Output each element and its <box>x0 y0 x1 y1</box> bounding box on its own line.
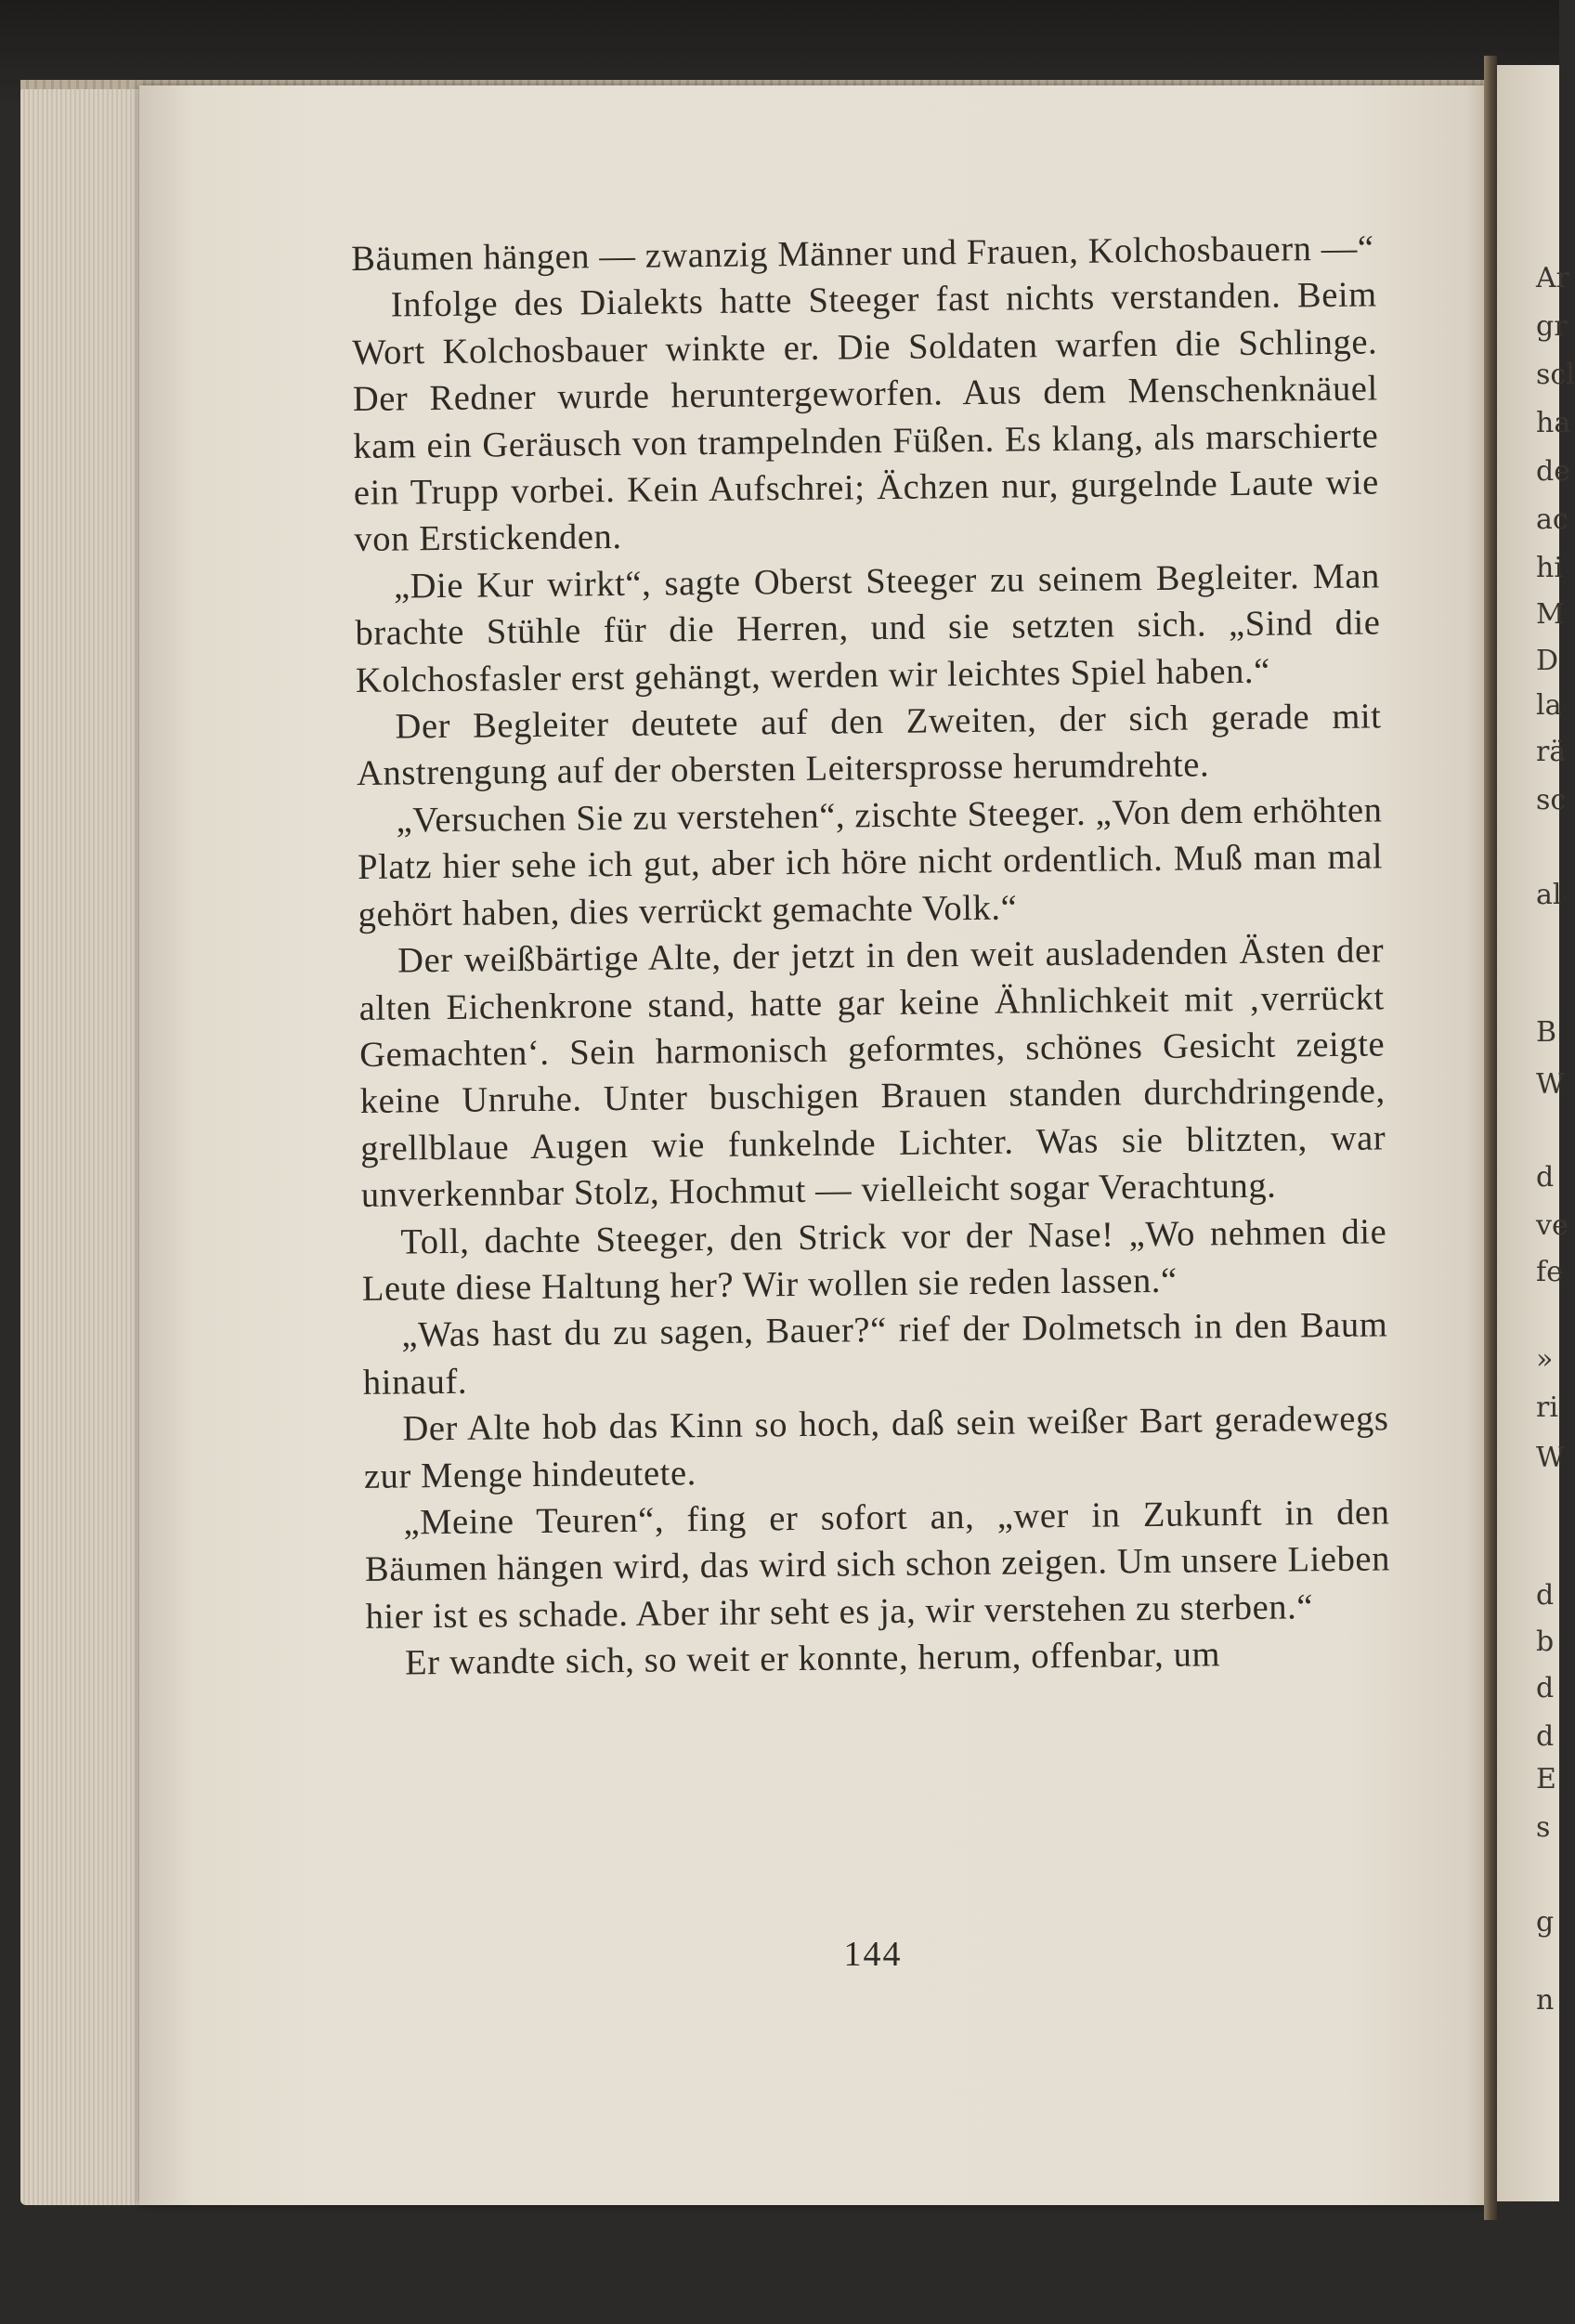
facing-fragment: E <box>1536 1763 1556 1795</box>
paragraph: „Was hast du zu sagen, Bauer?“ rief der Dolmetsch in den Baum hinauf. <box>362 1305 1388 1403</box>
facing-fragment: s <box>1536 1811 1551 1844</box>
paragraph: Der weißbärtige Alte, der jetzt in den weit ausladenden Ästen der alten Eichenkrone stand, hatte gar keine Ähnlichkeit mit ‚verrückt Gemachten‘. Sein harmonisch geformtes, schönes Gesicht zeigte keine Unruhe. Unter buschigen Brauen standen durchdringende, grellblaue Augen wie funkelnde Lichter. Was sie blitzten, war unverkennbar Stolz, Hochmut — vielleicht sogar Verachtung. <box>358 931 1386 1216</box>
paragraph: Der Alte hob das Kinn so hoch, daß sein weißer Bart geradewegs zur Menge hindeutete. <box>363 1399 1389 1496</box>
facing-fragment: W <box>1536 1442 1565 1474</box>
facing-page-text <box>1532 0 1575 2324</box>
facing-fragment: d <box>1536 1161 1555 1194</box>
facing-fragment: ac <box>1536 503 1568 536</box>
book-gutter <box>1484 56 1497 2220</box>
facing-fragment: b <box>1536 1625 1555 1658</box>
facing-fragment: B <box>1536 1016 1557 1049</box>
facing-fragment: sc <box>1536 784 1567 816</box>
paragraph: Er wandte sich, so weit er konnte, herum, offenbar, um <box>404 1635 1221 1683</box>
facing-fragment: » <box>1536 1343 1554 1376</box>
facing-fragment: al <box>1536 879 1562 911</box>
facing-fragment: scl <box>1536 359 1575 391</box>
paragraph: „Meine Teuren“, fing er sofort an, „wer in Zukunft in den Bäumen hängen wird, das wird sich schon zeigen. Um unsere Lieben hier ist es schade. Aber ihr seht es ja, wir verstehen zu sterben.“ <box>364 1493 1391 1637</box>
facing-fragment: Ar <box>1536 262 1570 294</box>
facing-fragment: de <box>1536 455 1570 488</box>
paragraph: Infolge des Dialekts hatte Steeger fast nichts verstanden. Beim Wort Kolchosbauer winkte er. Die Soldaten warfen die Schlinge. Der Redner wurde heruntergeworfen. Aus dem Menschenknäuel kam ein Geräusch von trampelnden Füßen. Es klang, als marschierte ein Trupp vorbei. Kein Aufschrei; Ächzen nur, gurgelnde Laute wie von Erstickenden. <box>352 275 1380 560</box>
facing-fragment: fe <box>1536 1256 1563 1288</box>
paragraph: Bäumen hängen — zwanzig Männer und Frauen, Kolchosbauern —“ <box>351 228 1374 279</box>
paragraph: Toll, dachte Steeger, den Strick vor der Nase! „Wo nehmen die Leute diese Haltung her? Wir wollen sie reden lassen.“ <box>361 1211 1387 1309</box>
facing-fragment: ri <box>1536 1391 1558 1424</box>
paragraph: Der Begleiter deutete auf den Zweiten, der sich gerade mit Anstrengung auf der obersten Leitersprosse herumdrehte. <box>356 697 1382 794</box>
facing-fragment: d <box>1536 1579 1555 1612</box>
facing-fragment: rä <box>1536 736 1567 768</box>
facing-fragment: g <box>1536 1906 1555 1939</box>
facing-fragment: n <box>1536 1984 1555 2017</box>
facing-fragment: ve <box>1536 1209 1568 1242</box>
facing-fragment: gr <box>1536 310 1568 343</box>
facing-fragment: la <box>1536 689 1562 722</box>
body-text <box>351 225 1391 1687</box>
paragraph: „Die Kur wirkt“, sagte Oberst Steeger zu seinem Begleiter. Man brachte Stühle für die Herren, und sie setzten sich. „Sind die Kolchosfasler erst gehängt, werden wir leichtes Spiel haben.“ <box>355 556 1381 700</box>
paragraph: „Versuchen Sie zu verstehen“, zischte Steeger. „Von dem erhöhten Platz hier sehe ich gut, aber ich höre nicht ordentlich. Muß man mal gehört haben, dies verrückt gemachte Volk.“ <box>357 790 1384 934</box>
facing-fragment: hi <box>1536 552 1563 584</box>
facing-fragment: d <box>1536 1672 1555 1704</box>
facing-fragment: d <box>1536 1720 1555 1753</box>
page-number: 144 <box>843 1935 903 1974</box>
facing-fragment: ha <box>1536 407 1571 439</box>
facing-fragment: M <box>1536 598 1565 631</box>
facing-fragment: W <box>1536 1068 1565 1101</box>
facing-fragment: D <box>1536 645 1559 677</box>
